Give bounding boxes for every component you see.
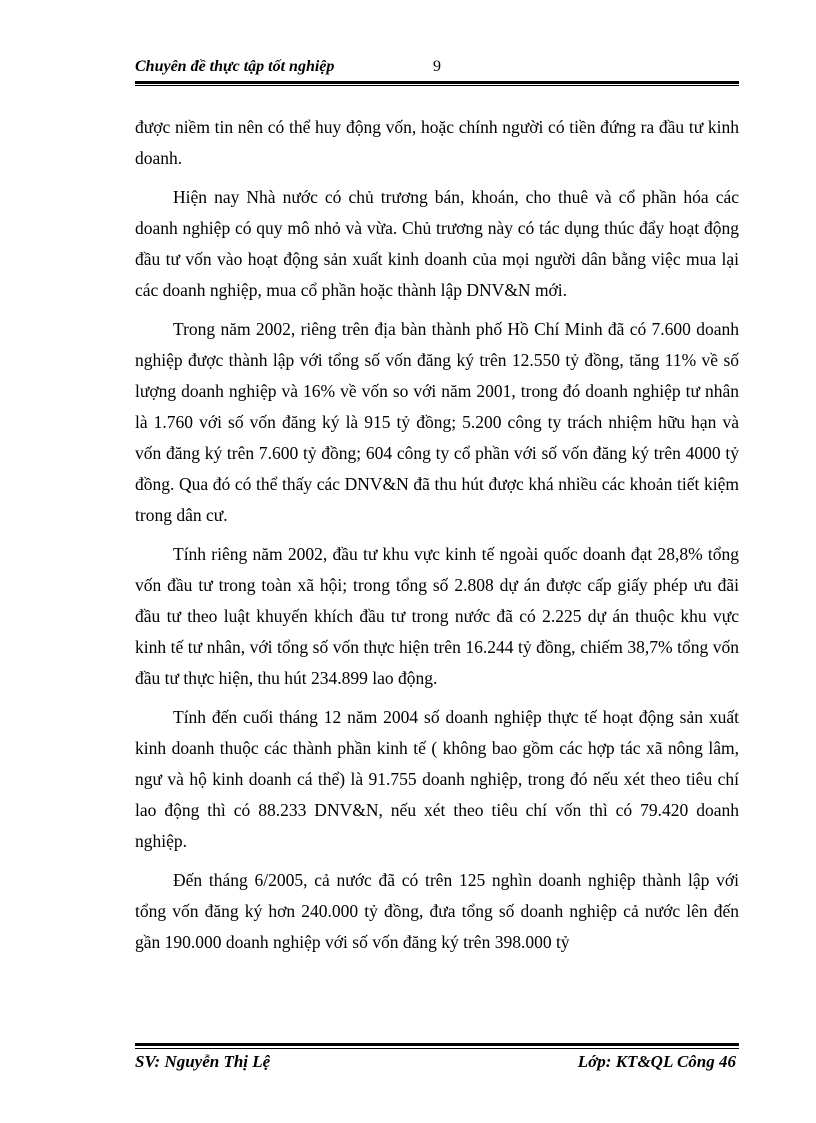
footer-divider-thin (135, 1048, 739, 1049)
paragraph: Tính riêng năm 2002, đầu tư khu vực kinh tế ngoài quốc doanh đạt 28,8% tổng vốn đầu tư trong toàn xã hội; trong tổng số 2.808 dự án được cấp giấy phép ưu đãi đầu tư theo luật khuyến khích đầu tư trong nước đã có 2.225 dự án thuộc khu vực kinh tế tư nhân, với tổng số vốn thực hiện trên 16.244 tỷ đồng, chiếm 38,7% tổng vốn đầu tư thực hiện, thu hút 234.899 lao động. (135, 544, 739, 688)
footer-divider (135, 1043, 739, 1046)
class-name: Lớp: KT&QL Công 46 (577, 1052, 736, 1071)
paragraph: Đến tháng 6/2005, cả nước đã có trên 125 nghìn doanh nghiệp thành lập với tổng vốn đăng ký hơn 240.000 tỷ đồng, đưa tổng số doanh nghiệp cả nước lên đến gần 190.000 doanh nghiệp với số vốn đăng ký trên 398.000 tỷ (135, 870, 739, 952)
paragraph: Tính đến cuối tháng 12 năm 2004 số doanh nghiệp thực tế hoạt động sản xuất kinh doanh thuộc các thành phần kinh tế ( không bao gồm các hợp tác xã nông lâm, ngư và hộ kinh doanh cá thể) là 91.755 doanh nghiệp, trong đó nếu xét theo tiêu chí lao động thì có 88.233 DNV&N, nếu xét theo tiêu chí vốn thì có 79.420 doanh nghiệp. (135, 707, 739, 851)
page-number: 9 (433, 58, 441, 75)
document-title: Chuyên đề thực tập tốt nghiệp (135, 58, 335, 75)
page-header (135, 55, 739, 84)
document-body (135, 112, 739, 966)
paragraph: Hiện nay Nhà nước có chủ trương bán, khoán, cho thuê và cổ phần hóa các doanh nghiệp có quy mô nhỏ và vừa. Chủ trương này có tác dụng thúc đẩy hoạt động đầu tư vốn vào hoạt động sản xuất kinh doanh của mọi người dân bằng việc mua lại các doanh nghiệp, mua cổ phần hoặc thành lập DNV&N mới. (135, 187, 739, 300)
paragraph-continued: được niềm tin nên có thể huy động vốn, hoặc chính người có tiền đứng ra đầu tư kinh doanh. (135, 117, 739, 168)
student-name: SV: Nguyễn Thị Lệ (135, 1052, 271, 1071)
header-divider (135, 85, 739, 86)
paragraph: Trong năm 2002, riêng trên địa bàn thành phố Hồ Chí Minh đã có 7.600 doanh nghiệp được thành lập với tổng số vốn đăng ký trên 12.550 tỷ đồng, tăng 11% về số lượng doanh nghiệp và 16% về vốn so với năm 2001, trong đó doanh nghiệp tư nhân là 1.760 với số vốn đăng ký là 915 tỷ đồng; 5.200 công ty trách nhiệm hữu hạn và vốn đăng ký trên 7.600 tỷ đồng; 604 công ty cổ phần với số vốn đăng ký trên 4000 tỷ đồng. Qua đó có thể thấy các DNV&N đã thu hút được khá nhiều các khoản tiết kiệm trong dân cư. (135, 319, 739, 525)
